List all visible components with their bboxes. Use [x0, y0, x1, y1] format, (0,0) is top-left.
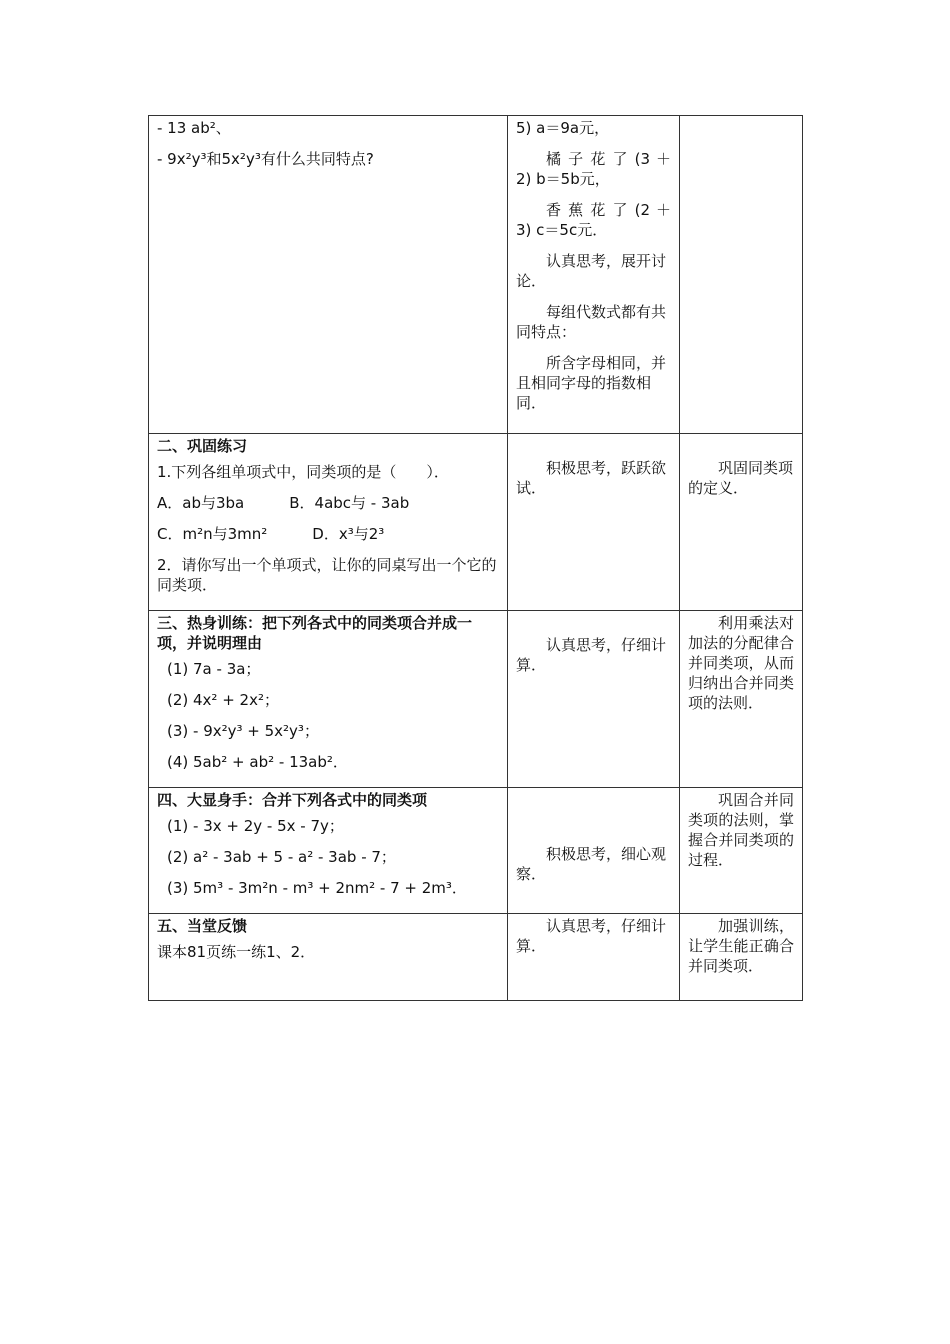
- text-line: (3) - 9x²y³ + 5x²y³；: [167, 722, 319, 740]
- text-line: 2．请你写出一个单项式，让你的同桌写出一个它的同类项．: [157, 556, 497, 594]
- text-line: 每组代数式都有共同特点：: [516, 303, 667, 341]
- text-line: 认真思考，仔细计算．: [516, 636, 667, 674]
- lesson-table: [148, 115, 803, 1001]
- text-line: 课本81页练一练1、2．: [157, 943, 316, 961]
- section-title: 二、巩固练习: [157, 437, 248, 455]
- design-intent-cell: [680, 914, 803, 1001]
- section-title: 三、热身训练：把下列各式中的同类项合并成一项，并说明理由: [157, 614, 473, 652]
- table-row: [149, 116, 803, 434]
- student-activity-cell: [508, 914, 680, 1001]
- text-line: (2) a² - 3ab + 5 - a² - 3ab - 7；: [167, 848, 396, 866]
- text-line: - 13 ab²、: [157, 119, 231, 137]
- text-line: 加强训练，让学生能正确合并同类项．: [688, 917, 794, 975]
- student-activity-cell: [508, 116, 680, 434]
- text-line: (2) 4x² + 2x²；: [167, 691, 279, 709]
- text-line: 巩固同类项的定义．: [688, 459, 794, 497]
- text-line: 1.下列各组单项式中，同类项的是（ ）．: [157, 463, 449, 481]
- text-line: (1) 7a - 3a；: [167, 660, 261, 678]
- content-cell: [149, 788, 508, 914]
- student-activity-cell: [508, 434, 680, 611]
- text-line: C．m²n与3mn² D．x³与2³: [157, 525, 385, 543]
- text-line: 积极思考，跃跃欲试．: [516, 459, 667, 497]
- section-title: 五、当堂反馈: [157, 917, 248, 935]
- text-line: 5) a＝9a元，: [516, 119, 610, 137]
- text-line: (4) 5ab² + ab² - 13ab²．: [167, 753, 348, 771]
- text-line: 利用乘法对加法的分配律合并同类项，从而归纳出合并同类项的法则．: [688, 614, 794, 712]
- text-line: 认真思考，仔细计算．: [516, 917, 667, 955]
- text-line: 积极思考，细心观察．: [516, 845, 667, 883]
- design-intent-cell: [680, 788, 803, 914]
- text-line: (1) - 3x + 2y - 5x - 7y；: [167, 817, 344, 835]
- text-line: A．ab与3ba B．4abc与 - 3ab: [157, 494, 410, 512]
- design-intent-cell: [680, 611, 803, 788]
- text-line: 巩固合并同类项的法则，掌握合并同类项的过程．: [688, 791, 794, 869]
- content-cell: [149, 914, 508, 1001]
- table-row: [149, 788, 803, 914]
- table-row: [149, 434, 803, 611]
- student-activity-cell: [508, 611, 680, 788]
- content-cell: [149, 434, 508, 611]
- text-line: (3) 5m³ - 3m²n - m³ + 2nm² - 7 + 2m³．: [167, 879, 467, 897]
- text-line: 认真思考，展开讨论．: [516, 252, 667, 290]
- text-line: 橘 子 花 了 (3 ＋ 2) b＝5b元，: [516, 150, 671, 188]
- section-title: 四、大显身手：合并下列各式中的同类项: [157, 791, 428, 809]
- text-line: 所含字母相同，并且相同字母的指数相同．: [516, 354, 667, 412]
- design-intent-cell: [680, 116, 803, 434]
- content-cell: [149, 611, 508, 788]
- table-row: [149, 611, 803, 788]
- table-row: [149, 914, 803, 1001]
- text-line: - 9x²y³和5x²y³有什么共同特点?: [157, 150, 374, 168]
- design-intent-cell: [680, 434, 803, 611]
- student-activity-cell: [508, 788, 680, 914]
- text-line: 香 蕉 花 了 (2 ＋ 3) c＝5c元．: [516, 201, 671, 239]
- content-cell: [149, 116, 508, 434]
